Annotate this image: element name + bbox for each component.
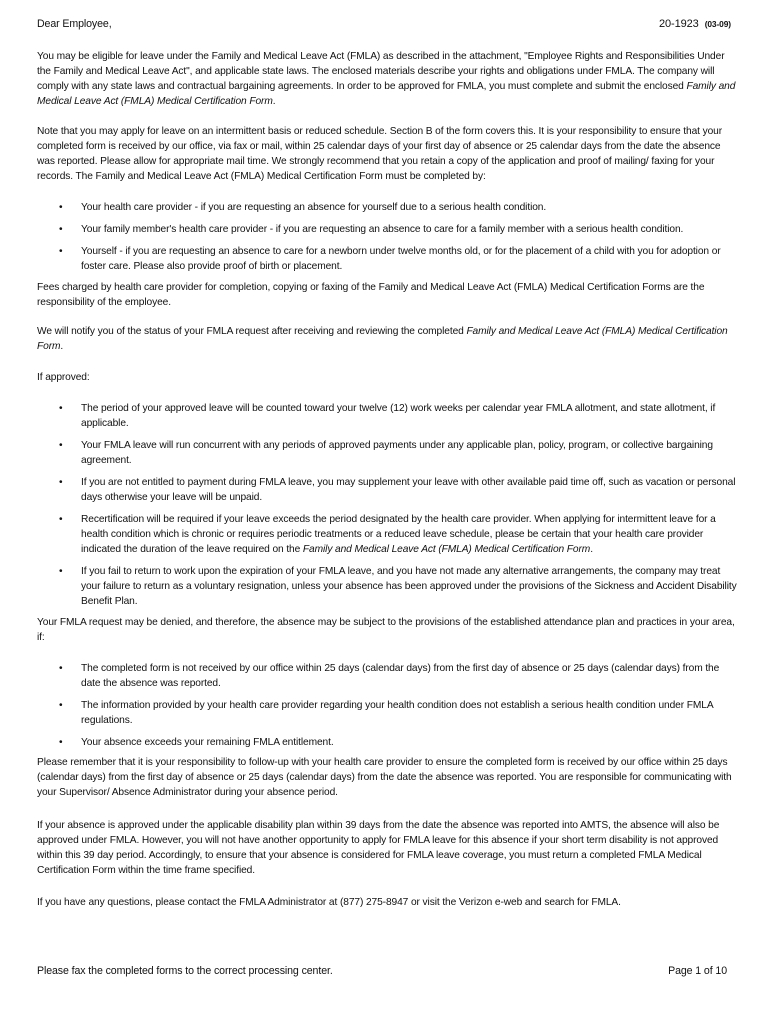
fees-text: Fees charged by health care provider for completion, copying or faxing of the Family and Medical Leave Act (FMLA) Medical Certification Forms are the responsibility of the employee.: [37, 282, 705, 308]
bullet-icon: •: [59, 514, 63, 525]
bullet-icon: •: [59, 737, 63, 748]
remember-paragraph: [37, 755, 737, 800]
intermittent-paragraph: [37, 124, 737, 184]
list-item: • Yourself - if you are requesting an absence to care for a newborn under twelve months old, or for the placement of a child with you for adoption or foster care. Please also provide proof of birth or placement.: [59, 246, 721, 272]
bullet-icon: •: [59, 477, 63, 488]
questions-text: If you have any questions, please contact the FMLA Administrator at (877) 275-8947 or visit the Verizon e-web and search for FMLA.: [37, 897, 621, 908]
list-item: • Recertification will be required if your leave exceeds the period designated by the health care provider. When applying for intermittent leave for a health condition which is chronic or requires periodic treatments or a reduced leave schedule, please be certain that your health care provider indicated the duration of the leave required on the Family and Medical Leave Act (FMLA) Medical Certification Form.: [59, 514, 716, 555]
if-approved-label: If approved:: [37, 372, 90, 383]
denied-paragraph: [37, 615, 737, 645]
notify-paragraph: [37, 324, 737, 354]
notify-end: .: [60, 341, 64, 352]
denied-list: [37, 661, 737, 756]
form-number: [659, 17, 731, 32]
list-item: • Your FMLA leave will run concurrent with any periods of approved payments under any applicable plan, policy, program, or collective bargaining agreement.: [59, 440, 713, 466]
intermittent-text: Note that you may apply for leave on an intermittent basis or reduced schedule. Section B of the form covers this. It is your responsibility to ensure that your completed form is received by our office, via fax or mail, within 25 calendar days of your first day of absence or 25 calendar days from the date the absence was reported. Please allow for appropriate mail time. We strongly recommend that you retain a copy of the application and proof of mailing/ faxing for your records. The Family and Medical Leave Act (FMLA) Medical Certification Form must be completed by:: [37, 126, 723, 182]
bullet-icon: •: [59, 700, 63, 711]
list-item: • Your absence exceeds your remaining FMLA entitlement.: [59, 737, 334, 748]
page-number: Page 1 of 10: [668, 965, 727, 977]
notify-form-title: Family and Medical Leave Act (FMLA) Medical Certification Form: [37, 326, 728, 352]
questions-paragraph: [37, 895, 737, 910]
disability-paragraph: [37, 818, 737, 878]
list-item: • The information provided by your health care provider regarding your health condition does not establish a serious health condition under FMLA regulations.: [59, 700, 713, 726]
letter-header: [37, 17, 737, 33]
bullet-icon: •: [59, 566, 63, 577]
bullet-icon: •: [59, 246, 63, 257]
bullet-icon: •: [59, 663, 63, 674]
intro-end: .: [272, 96, 276, 107]
list-item: • Your health care provider - if you are requesting an absence for yourself due to a serious health condition.: [59, 202, 547, 213]
bullet-icon: •: [59, 403, 63, 414]
denied-text: Your FMLA request may be denied, and therefore, the absence may be subject to the provisions of the established attendance plan and practices in your area, if:: [37, 617, 735, 643]
list-item: • If you are not entitled to payment during FMLA leave, you may supplement your leave with other available paid time off, such as vacation or personal days otherwise your leave will be unpaid.: [59, 477, 736, 503]
intro-form-title: Family and Medical Leave Act (FMLA) Medical Certification Form: [37, 81, 736, 107]
list-item: • The completed form is not received by our office within 25 days (calendar days) from the first day of absence or 25 days (calendar days) from the date the absence was reported.: [59, 663, 720, 689]
list-item: • Your family member's health care provider - if you are requesting an absence to care for a family member with a serious health condition.: [59, 224, 684, 235]
intro-paragraph: [37, 49, 737, 109]
remember-text: Please remember that it is your responsibility to follow-up with your health care provider to ensure the completed form is received by our office within 25 days (calendar days) from the first day of absence or 25 days (calendar days) from the date the absence was reported. You are responsible for communicating with your Supervisor/ Absence Administrator during your absence period.: [37, 757, 732, 798]
bullet-icon: •: [59, 224, 63, 235]
disability-text: If your absence is approved under the applicable disability plan within 39 days from the date the absence was reported into AMTS, the absence will also be approved under FMLA. However, you will not have another opportunity to apply for FMLA leave for this absence if your short term disability is not approved within this 39 day period. Accordingly, to ensure that your absence is considered for FMLA leave coverage, you must return a completed FMLA Medical Certification Form within the time frame specified.: [37, 820, 720, 876]
form-number-value: 20-1923: [659, 18, 699, 30]
salutation: Dear Employee,: [37, 18, 112, 30]
intro-text: You may be eligible for leave under the Family and Medical Leave Act (FMLA) as described in the attachment, "Employee Rights and Responsibilities Under the Family and Medical Leave Act", and applicable state laws. The enclosed materials describe your rights and obligations under FMLA. The company will comply with any state laws and contractual bargaining agreements. In order to be approved for FMLA, you must complete and submit the enclosed: [37, 51, 725, 92]
approved-list: [37, 401, 737, 615]
bullet-icon: •: [59, 202, 63, 213]
letter-page: [37, 0, 737, 1024]
bullet-icon: •: [59, 440, 63, 451]
list-item: • The period of your approved leave will be counted toward your twelve (12) work weeks per calendar year FMLA allotment, and state allotment, if applicable.: [59, 403, 716, 429]
completed-by-list: [37, 200, 737, 280]
fax-note: Please fax the completed forms to the correct processing center.: [37, 965, 333, 977]
notify-text: We will notify you of the status of your FMLA request after receiving and reviewing the completed: [37, 326, 467, 337]
list-item: • If you fail to return to work upon the expiration of your FMLA leave, and you have not made any alternative arrangements, the company may treat your failure to return as a voluntary resignation, unless your absence has been approved under the provisions of the Sickness and Accident Disability Benefit Plan.: [59, 566, 737, 607]
form-revision: (03-09): [704, 19, 731, 29]
fees-paragraph: [37, 280, 737, 310]
